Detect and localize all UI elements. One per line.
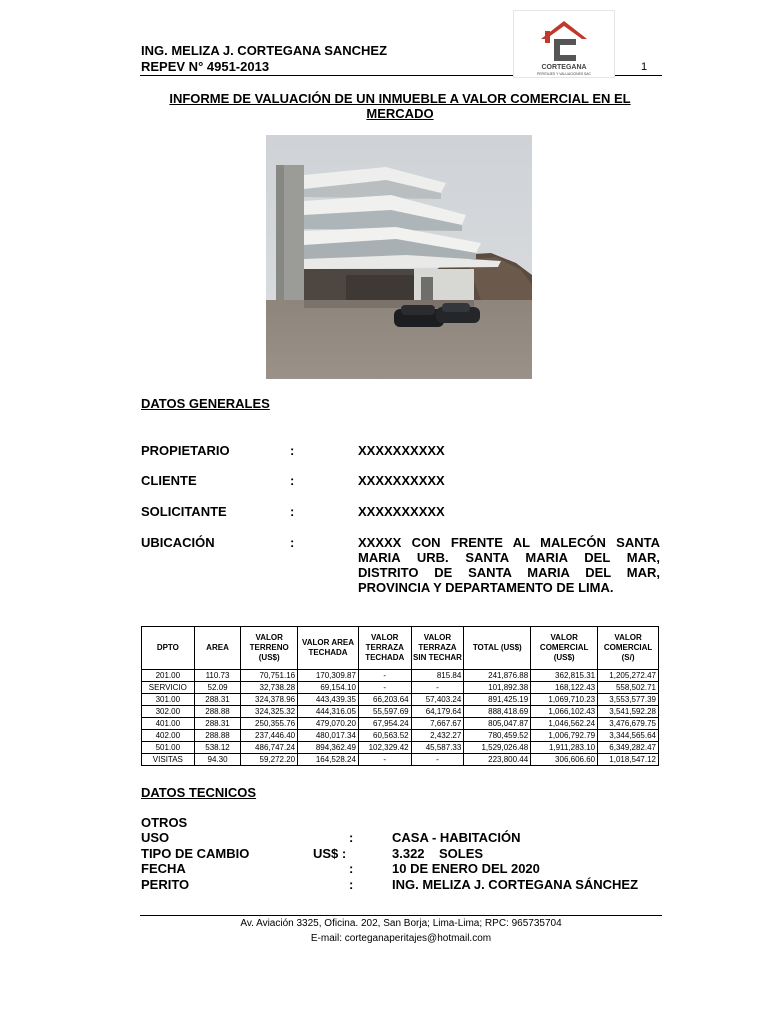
table-header-row (142, 627, 659, 670)
table-cell: SERVICIO (142, 682, 195, 694)
use-label: USO (141, 830, 170, 845)
client-label: CLIENTE (141, 473, 197, 488)
table-cell: 201.00 (142, 670, 195, 682)
footer-address: Av. Aviación 3325, Oficina. 202, San Borja; Lima-Lima; RPC: 965735704 (240, 918, 562, 929)
client-colon: : (290, 473, 295, 488)
table-cell: 558,502.71 (598, 682, 659, 694)
location-label: UBICACIÓN (141, 535, 215, 550)
col-header: AREA (194, 627, 241, 670)
table-cell: 250,355.76 (241, 718, 298, 730)
table-cell: 1,018,547.12 (598, 754, 659, 766)
table-cell: 288.31 (194, 718, 241, 730)
footer-email: E-mail: cortegana​peritajes@hotmail.com (310, 933, 492, 944)
col-header: VALOR TERRAZA SIN TECHAR (411, 627, 464, 670)
col-header: VALOR AREA TECHADA (298, 627, 359, 670)
author-name: ING. MELIZA J. CORTEGANA SANCHEZ (141, 43, 388, 58)
valuation-table (141, 626, 659, 766)
table-cell: VISITAS (142, 754, 195, 766)
table-cell: 32,738.28 (241, 682, 298, 694)
table-cell: 66,203.64 (358, 694, 411, 706)
use-value: CASA - HABITACIÓN (392, 830, 521, 845)
table-cell: - (358, 682, 411, 694)
client-value: XXXXXXXXXX (358, 473, 445, 488)
col-header: TOTAL (US$) (464, 627, 531, 670)
location-line: DISTRITO DE SANTA MARIA DEL MAR, (358, 565, 660, 580)
owner-value: XXXXXXXXXX (358, 443, 445, 458)
table-cell: 815.84 (411, 670, 464, 682)
table-cell: 70,751.16 (241, 670, 298, 682)
col-header: VALOR TERRAZA TECHADA (358, 627, 411, 670)
col-header: VALOR TERRENO (US$) (241, 627, 298, 670)
logo-brand-text: CORTEGANA (541, 64, 587, 71)
table-cell: 59,272.20 (241, 754, 298, 766)
table-cell: - (358, 754, 411, 766)
table-cell: 1,069,710.23 (531, 694, 598, 706)
table-cell: 3,541,592.28 (598, 706, 659, 718)
table-cell: 324,325.32 (241, 706, 298, 718)
table-cell: 1,066,102.43 (531, 706, 598, 718)
table-row (142, 754, 659, 766)
table-cell: 170,309.87 (298, 670, 359, 682)
table-cell: 780,459.52 (464, 730, 531, 742)
table-cell: 52.09 (194, 682, 241, 694)
table-cell: 69,154.10 (298, 682, 359, 694)
table-cell: 306,606.60 (531, 754, 598, 766)
appraiser-label: PERITO (141, 877, 190, 892)
table-cell: 102,329.42 (358, 742, 411, 754)
table-row (142, 706, 659, 718)
use-colon: : (349, 830, 354, 845)
owner-colon: : (290, 443, 295, 458)
table-cell: 302.00 (142, 706, 195, 718)
table-cell: 288.31 (194, 694, 241, 706)
table-cell: 7,667.67 (411, 718, 464, 730)
date-label: FECHA (141, 861, 186, 876)
location-line: XXXXX CON FRENTE AL MALECÓN SANTA (358, 535, 660, 550)
table-row (142, 694, 659, 706)
table-cell: 1,529,026.48 (464, 742, 531, 754)
table-cell: 3,344,565.64 (598, 730, 659, 742)
table-cell: 480,017.34 (298, 730, 359, 742)
table-cell: 486,747.24 (241, 742, 298, 754)
table-row (142, 718, 659, 730)
table-row (142, 730, 659, 742)
table-cell: 891,425.19 (464, 694, 531, 706)
table-cell: - (411, 682, 464, 694)
date-colon: : (349, 861, 354, 876)
exchange-rate-label: TIPO DE CAMBIO (141, 846, 250, 861)
table-cell: 1,911,283.10 (531, 742, 598, 754)
table-cell: 288.88 (194, 706, 241, 718)
requester-label: SOLICITANTE (141, 504, 227, 519)
location-colon: : (290, 535, 295, 550)
location-line: PROVINCIA Y DEPARTAMENTO DE LIMA. (358, 580, 614, 595)
table-row (142, 742, 659, 754)
table-cell: 64,179.64 (411, 706, 464, 718)
general-data-heading: DATOS GENERALES (141, 396, 270, 411)
table-cell: 110.73 (194, 670, 241, 682)
table-row (142, 682, 659, 694)
table-cell: 443,439.35 (298, 694, 359, 706)
footer-divider (140, 915, 662, 916)
table-cell: 894,362.49 (298, 742, 359, 754)
table-cell: 45,587.33 (411, 742, 464, 754)
exchange-rate-value: 3.322 SOLES (392, 846, 484, 861)
table-cell: - (358, 670, 411, 682)
table-cell: 1,046,562.24 (531, 718, 598, 730)
table-row (142, 670, 659, 682)
property-photo (266, 135, 532, 379)
exchange-rate-currency: US$ : (313, 846, 347, 861)
company-logo (513, 10, 615, 78)
table-cell: 101,892.38 (464, 682, 531, 694)
col-header: VALOR COMERCIAL (US$) (531, 627, 598, 670)
col-header: VALOR COMERCIAL (S/) (598, 627, 659, 670)
table-cell: 6,349,282.47 (598, 742, 659, 754)
table-cell: 3,476,679.75 (598, 718, 659, 730)
logo-tagline-text: PERITAJES Y VALUACIONES SAC (536, 72, 592, 76)
requester-colon: : (290, 504, 295, 519)
page-number: 1 (641, 61, 648, 73)
table-cell: 67,954.24 (358, 718, 411, 730)
date-value: 10 DE ENERO DEL 2020 (392, 861, 540, 876)
table-cell: 479,070.20 (298, 718, 359, 730)
table-cell: 444,316.05 (298, 706, 359, 718)
table-cell: 2,432.27 (411, 730, 464, 742)
table-cell: 60,563.52 (358, 730, 411, 742)
registration-number: REPEV N° 4951-2013 (141, 59, 270, 74)
table-cell: 168,122.43 (531, 682, 598, 694)
table-cell: 501.00 (142, 742, 195, 754)
table-cell: 324,378.96 (241, 694, 298, 706)
others-label: OTROS (141, 815, 188, 830)
location-line: MARIA URB. SANTA MARIA DEL MAR, (358, 550, 660, 565)
table-cell: 888,418.69 (464, 706, 531, 718)
table-cell: 301.00 (142, 694, 195, 706)
table-cell: - (411, 754, 464, 766)
table-cell: 237,446.40 (241, 730, 298, 742)
table-cell: 57,403.24 (411, 694, 464, 706)
table-cell: 94.30 (194, 754, 241, 766)
appraiser-value: ING. MELIZA J. CORTEGANA SÁNCHEZ (392, 877, 639, 892)
table-cell: 538.12 (194, 742, 241, 754)
table-cell: 362,815.31 (531, 670, 598, 682)
report-title: INFORME DE VALUACIÓN DE UN INMUEBLE A VALOR COMERCIAL EN EL MERCADO (169, 91, 631, 121)
owner-label: PROPIETARIO (141, 443, 230, 458)
table-cell: 223,800.44 (464, 754, 531, 766)
table-cell: 55,597.69 (358, 706, 411, 718)
table-cell: 1,205,272.47 (598, 670, 659, 682)
requester-value: XXXXXXXXXX (358, 504, 445, 519)
table-cell: 402.00 (142, 730, 195, 742)
technical-data-heading: DATOS TECNICOS (141, 785, 257, 800)
location-value (358, 535, 660, 595)
table-cell: 3,553,577.39 (598, 694, 659, 706)
table-cell: 1,006,792.79 (531, 730, 598, 742)
appraiser-colon: : (349, 877, 354, 892)
col-header: DPTO (142, 627, 195, 670)
table-cell: 401.00 (142, 718, 195, 730)
table-cell: 805,047.87 (464, 718, 531, 730)
table-cell: 241,876.88 (464, 670, 531, 682)
table-cell: 164,528.24 (298, 754, 359, 766)
table-cell: 288.88 (194, 730, 241, 742)
